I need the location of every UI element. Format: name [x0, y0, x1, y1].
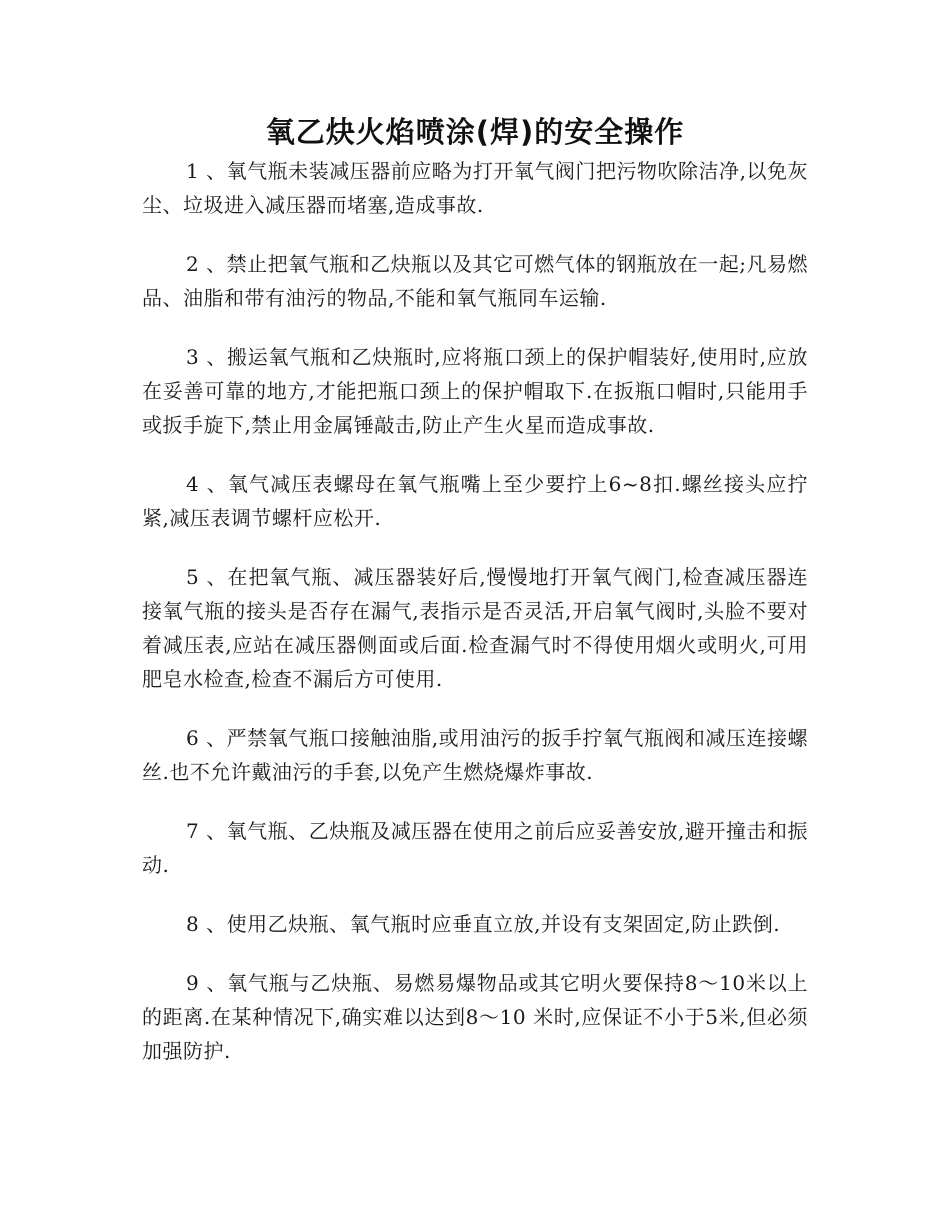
- paragraph-list: [142, 154, 808, 1068]
- paragraph-7: 7 、氧气瓶、乙炔瓶及减压器在使用之前后应妥善安放,避开撞击和振动.: [142, 819, 808, 877]
- paragraph-9: 9 、氧气瓶与乙炔瓶、易燃易爆物品或其它明火要保持8～10米以上的距离.在某种情况下,确实难以达到8～10 米时,应保证不小于5米,但必须加强防护.: [142, 971, 808, 1063]
- paragraph-5: 5 、在把氧气瓶、减压器装好后,慢慢地打开氧气阀门,检查减压器连接氧气瓶的接头是否存在漏气,表指示是否灵活,开启氧气阀时,头脸不要对着减压表,应站在减压器侧面或后面.检查漏气时不得使用烟火或明火,可用肥皂水检查,检查不漏后方可使用.: [142, 565, 808, 691]
- paragraph-6: 6 、严禁氧气瓶口接触油脂,或用油污的扳手拧氧气瓶阀和减压连接螺丝.也不允许戴油污的手套,以免产生燃烧爆炸事故.: [142, 726, 808, 784]
- paragraph-2: 2 、禁止把氧气瓶和乙炔瓶以及其它可燃气体的钢瓶放在一起;凡易燃品、油脂和带有油污的物品,不能和氧气瓶同车运输.: [142, 252, 808, 310]
- paragraph-1: 1 、氧气瓶未装减压器前应略为打开氧气阀门把污物吹除洁净,以免灰尘、垃圾进入减压器而堵塞,造成事故.: [142, 159, 808, 217]
- paragraph-8: 8 、使用乙炔瓶、氧气瓶时应垂直立放,并设有支架固定,防止跌倒.: [186, 912, 781, 936]
- page-title: 氧乙炔火焰喷涂(焊)的安全操作: [265, 115, 685, 149]
- paragraph-4: 4 、氧气减压表螺母在氧气瓶嘴上至少要拧上6~8扣.螺丝接头应拧紧,减压表调节螺杆应松开.: [142, 472, 808, 530]
- paragraph-3: 3 、搬运氧气瓶和乙炔瓶时,应将瓶口颈上的保护帽装好,使用时,应放在妥善可靠的地方,才能把瓶口颈上的保护帽取下.在扳瓶口帽时,只能用手或扳手旋下,禁止用金属锤敲击,防止产生火星而造成事故.: [142, 345, 808, 437]
